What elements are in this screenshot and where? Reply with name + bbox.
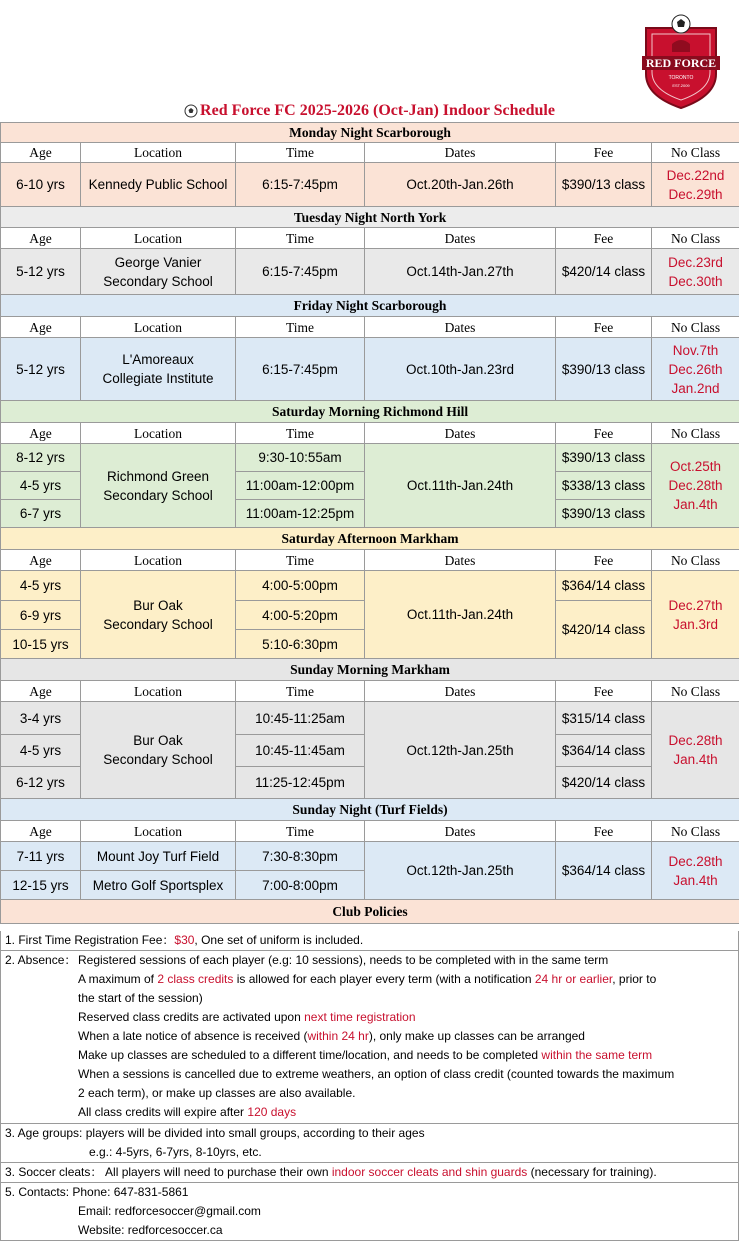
age-cell: 3-4 yrs bbox=[1, 702, 81, 735]
fee-cell: $420/14 class bbox=[556, 601, 652, 659]
col-time: Time bbox=[236, 821, 365, 842]
age-cell: 5-12 yrs bbox=[1, 249, 81, 295]
age-cell: 5-12 yrs bbox=[1, 338, 81, 401]
age-cell: 6-7 yrs bbox=[1, 500, 81, 528]
schedule-title bbox=[0, 100, 739, 122]
col-location: Location bbox=[81, 143, 236, 163]
col-location: Location bbox=[81, 681, 236, 702]
noclass-cell: Nov.7th Dec.26th Jan.2nd bbox=[652, 338, 739, 401]
noclass-cell: Dec.28th Jan.4th bbox=[652, 842, 739, 900]
section-title: Saturday Afternoon Markham bbox=[1, 528, 739, 550]
contact-phone: 5. Contacts: Phone: 647-831-5861 bbox=[1, 1183, 738, 1202]
time-cell: 10:45-11:45am bbox=[236, 735, 365, 767]
col-age: Age bbox=[1, 143, 81, 163]
contact-email: Email: redforcesoccer@gmail.com bbox=[1, 1202, 738, 1221]
col-noclass: No Class bbox=[652, 681, 739, 702]
time-cell: 11:25-12:45pm bbox=[236, 767, 365, 799]
fee-cell: $390/13 class bbox=[556, 163, 652, 207]
dates-cell: Oct.10th-Jan.23rd bbox=[365, 338, 556, 401]
fee-cell: $420/14 class bbox=[556, 767, 652, 799]
col-noclass: No Class bbox=[652, 143, 739, 163]
col-fee: Fee bbox=[556, 681, 652, 702]
section-title: Saturday Morning Richmond Hill bbox=[1, 401, 739, 423]
col-time: Time bbox=[236, 143, 365, 163]
dates-cell: Oct.11th-Jan.24th bbox=[365, 571, 556, 659]
dates-cell: Oct.11th-Jan.24th bbox=[365, 444, 556, 528]
col-age: Age bbox=[1, 821, 81, 842]
noclass-cell: Dec.28th Jan.4th bbox=[652, 702, 739, 799]
dates-cell: Oct.12th-Jan.25th bbox=[365, 702, 556, 799]
col-noclass: No Class bbox=[652, 423, 739, 444]
col-time: Time bbox=[236, 317, 365, 338]
time-cell: 7:00-8:00pm bbox=[236, 871, 365, 900]
col-fee: Fee bbox=[556, 821, 652, 842]
policy-contacts bbox=[1, 1183, 738, 1240]
location-cell: Bur Oak Secondary School bbox=[81, 702, 236, 799]
fee-cell: $390/13 class bbox=[556, 338, 652, 401]
noclass-cell: Dec.23rd Dec.30th bbox=[652, 249, 739, 295]
section-title: Sunday Night (Turf Fields) bbox=[1, 799, 739, 821]
col-dates: Dates bbox=[365, 821, 556, 842]
age-cell: 8-12 yrs bbox=[1, 444, 81, 472]
section-title: Tuesday Night North York bbox=[1, 207, 739, 228]
col-noclass: No Class bbox=[652, 228, 739, 249]
section-title: Friday Night Scarborough bbox=[1, 295, 739, 317]
time-cell: 6:15-7:45pm bbox=[236, 249, 365, 295]
soccer-ball-icon bbox=[184, 104, 198, 118]
schedule-table bbox=[0, 122, 739, 924]
time-cell: 5:10-6:30pm bbox=[236, 630, 365, 659]
time-cell: 6:15-7:45pm bbox=[236, 163, 365, 207]
dates-cell: Oct.14th-Jan.27th bbox=[365, 249, 556, 295]
age-cell: 4-5 yrs bbox=[1, 571, 81, 601]
time-cell: 9:30-10:55am bbox=[236, 444, 365, 472]
logo-city: TORONTO bbox=[669, 75, 694, 81]
logo-name: RED FORCE bbox=[646, 56, 716, 70]
col-fee: Fee bbox=[556, 423, 652, 444]
policy-age-groups: 3. Age groups: players will be divided into small groups, according to their ages e.g.: 4-5yrs, 6-7yrs, 8-10yrs, etc. bbox=[1, 1124, 738, 1163]
fee-cell: $390/13 class bbox=[556, 444, 652, 472]
fee-cell: $420/14 class bbox=[556, 249, 652, 295]
age-cell: 6-9 yrs bbox=[1, 601, 81, 630]
col-location: Location bbox=[81, 317, 236, 338]
col-time: Time bbox=[236, 228, 365, 249]
col-dates: Dates bbox=[365, 550, 556, 571]
age-cell: 4-5 yrs bbox=[1, 735, 81, 767]
policy-absence bbox=[1, 951, 738, 1124]
col-noclass: No Class bbox=[652, 550, 739, 571]
fee-cell: $315/14 class bbox=[556, 702, 652, 735]
policy-registration: 1. First Time Registration Fee：$30, One set of uniform is included. bbox=[1, 931, 738, 951]
location-cell: Metro Golf Sportsplex bbox=[81, 871, 236, 900]
location-cell: Mount Joy Turf Field bbox=[81, 842, 236, 871]
time-cell: 11:00am-12:25pm bbox=[236, 500, 365, 528]
col-fee: Fee bbox=[556, 550, 652, 571]
fee-cell: $390/13 class bbox=[556, 500, 652, 528]
fee-cell: $364/14 class bbox=[556, 571, 652, 601]
fee-cell: $338/13 class bbox=[556, 472, 652, 500]
col-time: Time bbox=[236, 550, 365, 571]
col-fee: Fee bbox=[556, 228, 652, 249]
absence-label: 2. Absence： bbox=[1, 951, 76, 970]
col-dates: Dates bbox=[365, 317, 556, 338]
time-cell: 7:30-8:30pm bbox=[236, 842, 365, 871]
col-location: Location bbox=[81, 228, 236, 249]
col-age: Age bbox=[1, 550, 81, 571]
noclass-cell: Dec.22nd Dec.29th bbox=[652, 163, 739, 207]
col-location: Location bbox=[81, 821, 236, 842]
age-cell: 7-11 yrs bbox=[1, 842, 81, 871]
col-location: Location bbox=[81, 550, 236, 571]
time-cell: 4:00-5:20pm bbox=[236, 601, 365, 630]
col-age: Age bbox=[1, 228, 81, 249]
noclass-cell: Oct.25th Dec.28th Jan.4th bbox=[652, 444, 739, 528]
col-age: Age bbox=[1, 317, 81, 338]
location-cell: Richmond Green Secondary School bbox=[81, 444, 236, 528]
col-dates: Dates bbox=[365, 143, 556, 163]
noclass-cell: Dec.27th Jan.3rd bbox=[652, 571, 739, 659]
location-cell: Bur Oak Secondary School bbox=[81, 571, 236, 659]
absence-lines: Registered sessions of each player (e.g: 10 sessions), needs to be completed with in the same term A maximum of 2 class credits is allowed for each player every term (with a notification 24 hr or earlier, prior to the start of the session) Reserved class credits are activated upon next time registration When a late notice of absence is received (within 24 hr), only make up classes can be arranged Make up classes are scheduled to a different time/location, and needs to be completed within the same term When a sessions is cancelled due to extreme weathers, an option of class credit (counted towards the maximum 2 each term), or make up classes are also available. All class credits will expire after 120 days bbox=[1, 951, 738, 1122]
logo-est: EST.2009 bbox=[672, 83, 690, 88]
col-fee: Fee bbox=[556, 317, 652, 338]
col-dates: Dates bbox=[365, 228, 556, 249]
age-cell: 12-15 yrs bbox=[1, 871, 81, 900]
col-dates: Dates bbox=[365, 423, 556, 444]
time-cell: 4:00-5:00pm bbox=[236, 571, 365, 601]
col-noclass: No Class bbox=[652, 317, 739, 338]
time-cell: 6:15-7:45pm bbox=[236, 338, 365, 401]
policies-heading: Club Policies bbox=[1, 900, 739, 924]
col-age: Age bbox=[1, 423, 81, 444]
col-time: Time bbox=[236, 423, 365, 444]
policies-body bbox=[0, 931, 739, 1241]
col-time: Time bbox=[236, 681, 365, 702]
age-cell: 6-10 yrs bbox=[1, 163, 81, 207]
policy-cleats: 3. Soccer cleats： All players will need to purchase their own indoor soccer cleats and shin guards (necessary for training). bbox=[1, 1163, 738, 1183]
dates-cell: Oct.12th-Jan.25th bbox=[365, 842, 556, 900]
dates-cell: Oct.20th-Jan.26th bbox=[365, 163, 556, 207]
age-cell: 4-5 yrs bbox=[1, 472, 81, 500]
col-fee: Fee bbox=[556, 143, 652, 163]
location-cell: Kennedy Public School bbox=[81, 163, 236, 207]
section-title: Monday Night Scarborough bbox=[1, 123, 739, 143]
red-force-logo bbox=[640, 14, 722, 110]
col-location: Location bbox=[81, 423, 236, 444]
col-noclass: No Class bbox=[652, 821, 739, 842]
contact-website: Website: redforcesoccer.ca bbox=[1, 1221, 738, 1240]
time-cell: 10:45-11:25am bbox=[236, 702, 365, 735]
fee-cell: $364/14 class bbox=[556, 735, 652, 767]
col-age: Age bbox=[1, 681, 81, 702]
age-cell: 10-15 yrs bbox=[1, 630, 81, 659]
location-cell: George Vanier Secondary School bbox=[81, 249, 236, 295]
title-text: Red Force FC 2025-2026 (Oct-Jan) Indoor Schedule bbox=[200, 102, 555, 119]
section-title: Sunday Morning Markham bbox=[1, 659, 739, 681]
time-cell: 11:00am-12:00pm bbox=[236, 472, 365, 500]
location-cell: L'Amoreaux Collegiate Institute bbox=[81, 338, 236, 401]
age-cell: 6-12 yrs bbox=[1, 767, 81, 799]
col-dates: Dates bbox=[365, 681, 556, 702]
fee-cell: $364/14 class bbox=[556, 842, 652, 900]
